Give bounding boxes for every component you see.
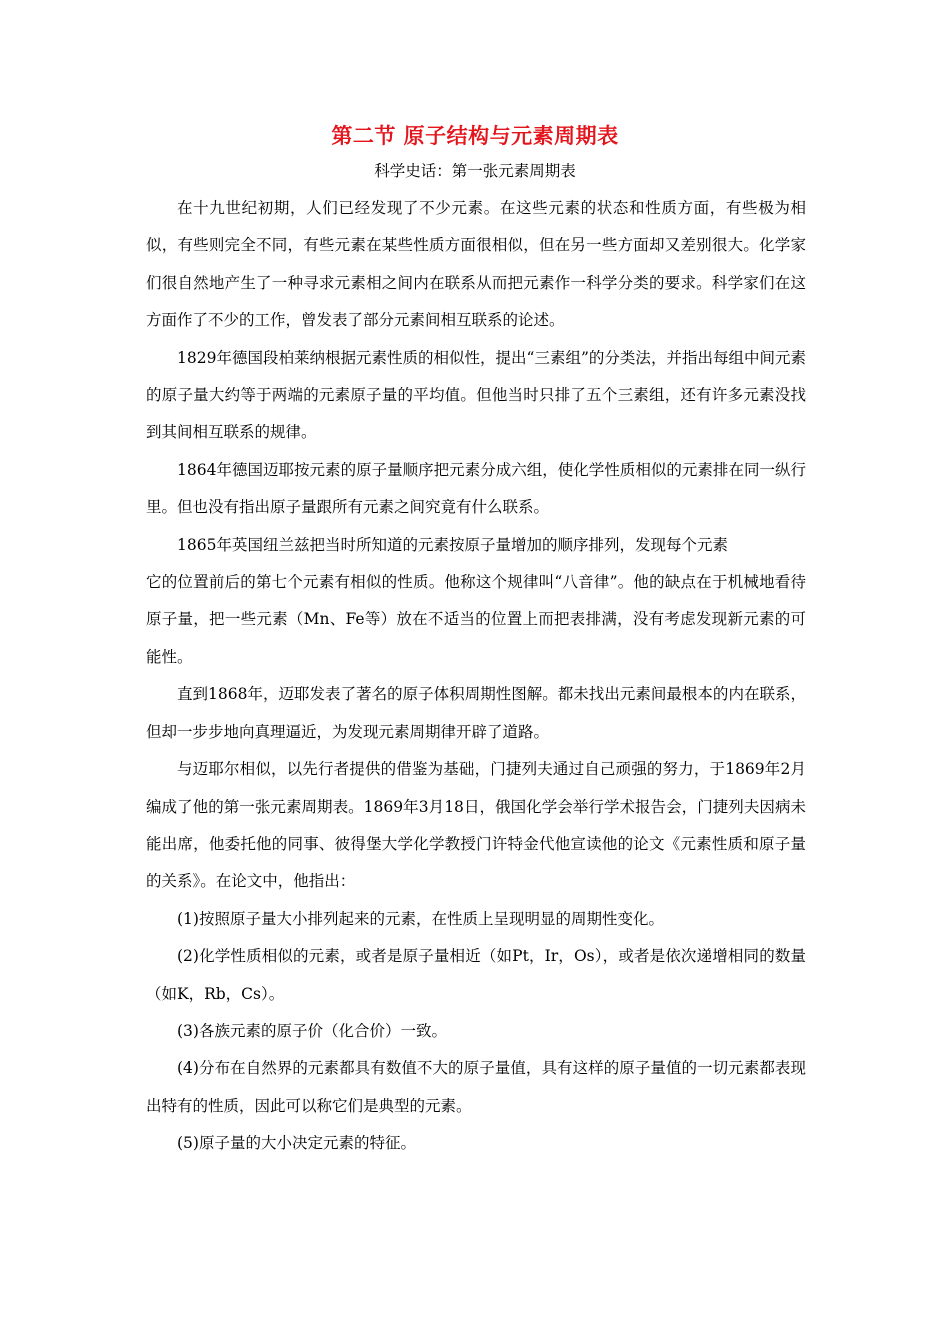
paragraph: 它的位置前后的第七个元素有相似的性质。他称这个规律叫“八音律”。他的缺点在于机械地看待原子量，把一些元素（Mn、Fe等）放在不适当的位置上而把表排满，没有考虑发现新元素的可能性。	[146, 573, 806, 666]
section-title: 第二节 原子结构与元素周期表	[331, 123, 619, 148]
paragraph: 1829年德国段柏莱纳根据元素性质的相似性，提出“三素组”的分类法，并指出每组中间元素的原子量大约等于两端的元素原子量的平均值。但他当时只排了五个三素组，还有许多元素没找到其间相互联系的规律。	[146, 348, 806, 442]
paragraph: 与迈耶尔相似，以先行者提供的借鉴为基础，门捷列夫通过自己顽强的努力，于1869年2月编成了他的第一张元素周期表。1869年3月18日，俄国化学会举行学术报告会，门捷列夫因病未能出席，他委托他的同事、彼得堡大学化学教授门许特金代他宣读他的论文《元素性质和原子量的关系》。在论文中，他指出：	[146, 760, 806, 891]
paragraph: 直到1868年，迈耶发表了著名的原子体积周期性图解。都未找出元素间最根本的内在联系，但却一步步地向真理逼近，为发现元素周期律开辟了道路。	[146, 685, 806, 741]
paragraph: 1864年德国迈耶按元素的原子量顺序把元素分成六组，使化学性质相似的元素排在同一纵行里。但也没有指出原子量跟所有元素之间究竟有什么联系。	[146, 460, 806, 517]
section-subtitle: 科学史话：第一张元素周期表	[374, 162, 576, 180]
paragraph: 在十九世纪初期，人们已经发现了不少元素。在这些元素的状态和性质方面，有些极为相似，有些则完全不同，有些元素在某些性质方面很相似，但在另一些方面却又差别很大。化学家们很自然地产生了一种寻求元素相之间内在联系从而把元素作一科学分类的要求。科学家们在这方面作了不少的工作，曾发表了部分元素间相互联系的论述。	[146, 199, 806, 330]
document-body	[146, 190, 806, 1163]
list-item: (5)原子量的大小决定元素的特征。	[177, 1134, 416, 1153]
paragraph: 1865年英国纽兰兹把当时所知道的元素按原子量增加的顺序排列，发现每个元素	[177, 535, 728, 554]
list-item: (3)各族元素的原子价（化合价）一致。	[177, 1021, 447, 1040]
list-item: (1)按照原子量大小排列起来的元素，在性质上呈现明显的周期性变化。	[177, 909, 664, 928]
list-item: (4)分布在自然界的元素都具有数值不大的原子量值，具有这样的原子量值的一切元素都表现出特有的性质，因此可以称它们是典型的元素。	[146, 1059, 806, 1115]
list-item: (2)化学性质相似的元素，或者是原子量相近（如Pt，Ir，Os），或者是依次递增相同的数量（如K，Rb，Cs）。	[146, 947, 806, 1003]
